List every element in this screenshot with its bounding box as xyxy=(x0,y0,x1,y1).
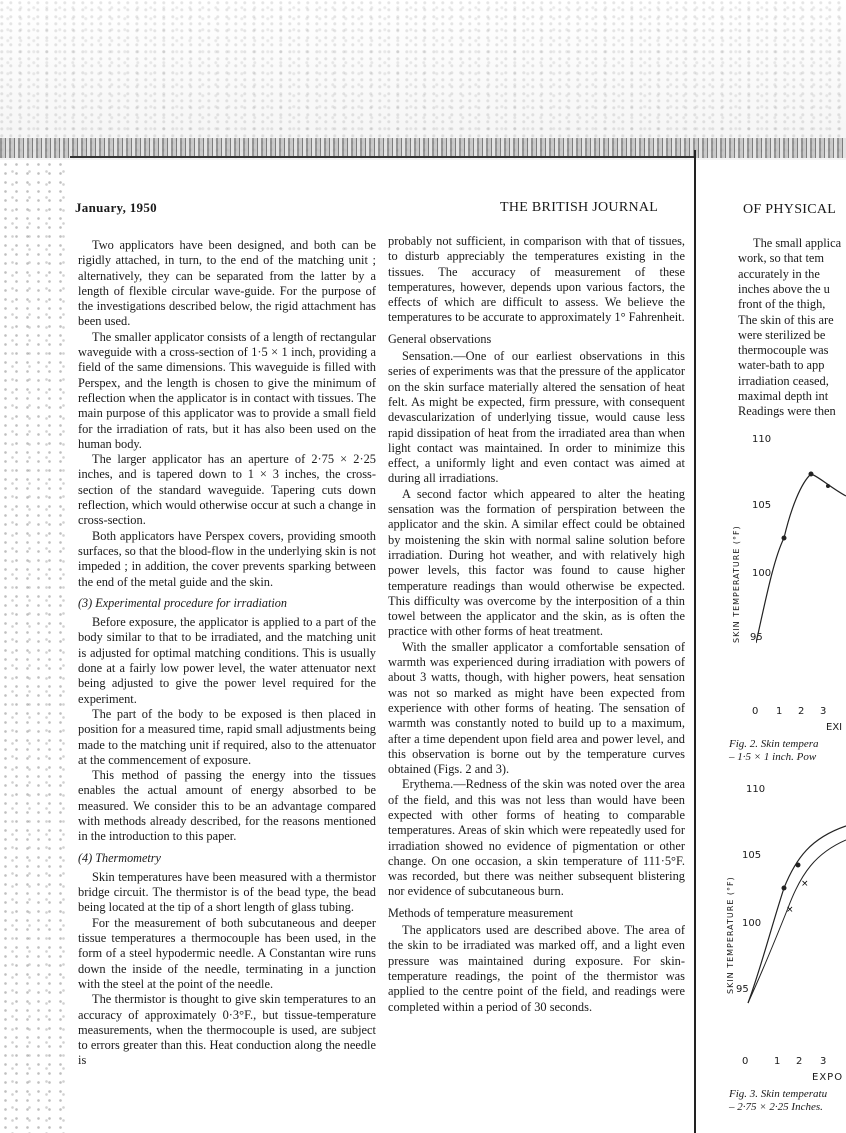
facing-line: were sterilized be xyxy=(738,327,826,342)
facing-line: maximal depth int xyxy=(738,389,829,403)
fig3-ytick: 100 xyxy=(742,918,762,929)
right-paragraph: Erythema.—Redness of the skin was noted over the area of the field, and this was not less than would have been expected with other forms of heating to comparable temperatures. Areas of skin which were repeatedly used for irradiation showed no evidence of pigmentation or other change. On one occasion, a skin temperature of 111·5°F. was recorded, but there was neither subsequent blistering nor evidence of subcutaneous burn. xyxy=(388,777,685,899)
fig3-xlabel: EXPO xyxy=(812,1072,844,1083)
fig2-caption: Fig. 2. Skin tempera xyxy=(729,738,819,750)
facing-line: irradiation ceased, xyxy=(738,373,829,388)
left-heading: (3) Experimental procedure for irradiation xyxy=(78,595,287,610)
left-paragraph: Two applicators have been designed, and both can be rigidly attached, in turn, to the end of the matching unit ; alternatively, they can be separated from the latter by a length of flexible circular wave-guide. For the purpose of the investigations described below, the rigid attachment has been used. xyxy=(78,238,376,329)
left-paragraph: The smaller applicator consists of a length of rectangular waveguide with a cross-section of 1·5 × 1 inch, providing a field of the same dimensions. This waveguide is filled with Perspex, and the length is chosen to give the minimum of reflection when the applicator is in contact with tissues. The main purpose of this applicator was to provide a small field for the irradiation of rats, but it has also been used on the human body. xyxy=(78,329,376,451)
scan-speckle-left xyxy=(0,160,70,1133)
facing-page xyxy=(696,158,846,1133)
fig3-plot xyxy=(746,818,846,1008)
facing-line: thermocouple was xyxy=(738,343,829,358)
header-journal: THE BRITISH JOURNAL xyxy=(500,200,659,215)
right-paragraph: probably not sufficient, in comparison with that of tissues, to disturb appreciably the temperatures existing in the tissues. The accuracy of measurement of these temperatures, however, depends upon various factors, the effects of which are difficult to assess. We believe the temperatures to be accurate to approximately 1° Fahrenheit. xyxy=(388,234,685,325)
left-paragraph: Both applicators have Perspex covers, providing smooth surfaces, so that the blood-flow in the underlying skin is not impeded ; in addition, the cover prevents sparking between the end of the metal guide and the skin. xyxy=(78,528,376,589)
page-border-top xyxy=(70,156,696,158)
fig3-ytick: 105 xyxy=(742,850,762,861)
fig2-ytick: 95 xyxy=(750,632,763,643)
facing-line: front of the thigh, xyxy=(738,297,826,312)
left-paragraph: Skin temperatures have been measured with a thermistor bridge circuit. The thermistor is of the bead type, the bead being located at the tip of a short length of glass tubing. xyxy=(78,869,376,915)
fig3-xtick: 1 xyxy=(774,1056,781,1067)
left-paragraph: The larger applicator has an aperture of 2·75 × 2·25 inches, and is tapered down to 1 × 3 inches, the cross-section of the standard waveguide. Tapering cuts down reflection, which would otherwise occur at such a change in cross-section. xyxy=(78,452,376,528)
fig3-caption: – 2·75 × 2·25 Inches. xyxy=(729,1101,823,1113)
facing-line: Readings were then xyxy=(738,404,836,419)
left-paragraph: Before exposure, the applicator is applied to a part of the body similar to that to be irradiated, and the matching unit is adjusted for optimal matching conditions. This is usually done at a fairly low power level, the water attenuator next being adjusted to give the power level required for the experiment. xyxy=(78,615,376,706)
facing-line: The skin of this are xyxy=(738,312,834,327)
right-paragraph: With the smaller applicator a comfortable sensation of warmth was experienced during irradiation with powers of about 3 watts, though, with higher powers, heat sensation was not so marked as might have been expected from experience with other forms of heating. The sensation of warmth was constantly noted to build up to a maximum, after a time dependent upon field area and power level, and this observation is borne out by the temperature curves obtained (Figs. 2 and 3). xyxy=(388,639,685,777)
right-column xyxy=(388,234,685,1015)
facing-line: work, so that tem xyxy=(738,251,825,266)
right-paragraph: A second factor which appeared to alter the heating sensation was the formation of perspiration between the applicator and the skin. A similar effect could be obtained by moistening the skin with normal saline solution before irradiation. During hot weather, and with relatively high power levels, this factor was found to cause higher temperature readings than would otherwise be expected. This difficulty was overcome by the interposition of a thin towel between the applicator and the skin, as is often the practice with other forms of heat treatment. xyxy=(388,486,685,639)
fig2-ytick: 105 xyxy=(752,500,772,511)
fig3-caption: Fig. 3. Skin temperatu xyxy=(729,1088,828,1100)
torn-edge xyxy=(0,138,846,158)
fig3-xtick: 2 xyxy=(796,1056,803,1067)
facing-header: OF PHYSICAL xyxy=(743,202,837,217)
fig3-ytick: 95 xyxy=(736,984,749,995)
facing-line: inches above the u xyxy=(738,281,830,296)
fig2-xtick: 3 xyxy=(820,706,827,717)
fig3-ytick: 110 xyxy=(746,784,766,795)
fig3-xtick: 0 xyxy=(742,1056,749,1067)
header-date: January, 1950 xyxy=(75,200,157,215)
facing-line: The small applica xyxy=(753,236,842,250)
fig2-caption: – 1·5 × 1 inch. Pow xyxy=(729,751,817,763)
svg-text:×: × xyxy=(801,879,809,889)
left-paragraph: The thermistor is thought to give skin temperatures to an accuracy of approximately 0·3°F., but tissue-temperature measurements, when the thermocouple is used, are subject to errors greater than this. Heat conduction along the needle is xyxy=(78,992,376,1068)
svg-text:×: × xyxy=(786,905,794,915)
right-heading: General observations xyxy=(388,331,492,346)
fig2-ytick: 100 xyxy=(752,568,772,579)
fig2-xtick: 0 xyxy=(752,706,759,717)
fig2-xlabel: EXI xyxy=(826,722,843,733)
right-paragraph: Sensation.—One of our earliest observations in this series of experiments was that the pressure of the applicator on the skin surface materially altered the sensation of heat felt. As might be expected, firm pressure, with consequent devascularization of underlying tissue, would cause less rapid dissipation of heat from the irradiated area than when light contact was maintained. In order to minimize this effect, a uniformly light and even contact was aimed at during all irradiations. xyxy=(388,349,685,486)
fig2-xtick: 2 xyxy=(798,706,805,717)
fig3-ylabel: SKIN TEMPERATURE (°F) xyxy=(726,876,735,994)
left-column xyxy=(78,238,376,1069)
facing-line: accurately in the xyxy=(738,266,820,281)
fig2-ytick: 110 xyxy=(752,434,772,445)
fig3-xtick: 3 xyxy=(820,1056,827,1067)
left-paragraph: The part of the body to be exposed is then placed in position for a measured time, rapid small adjustments being made to the matching unit if required, also to the attenuator at the commencement of exposure. xyxy=(78,706,376,767)
right-heading: Methods of temperature measurement xyxy=(388,905,574,920)
fig2-plot xyxy=(756,448,846,648)
fig2-ylabel: SKIN TEMPERATURE (°F) xyxy=(732,525,741,643)
left-heading: (4) Thermometry xyxy=(78,850,161,865)
facing-line: water-bath to app xyxy=(738,358,825,373)
left-paragraph: This method of passing the energy into the tissues enables the actual amount of energy absorbed to be measured. We consider this to be an advantage compared with methods already described, for the reasons mentioned in the introduction to this paper. xyxy=(78,768,376,844)
scan-background-top xyxy=(0,0,846,160)
right-paragraph: The applicators used are described above. The area of the skin to be irradiated was marked off, and a light even pressure was maintained during exposure. For skin-temperature readings, the point of the thermistor was applied to the centre point of the field, and readings were completed within a period of 30 seconds. xyxy=(388,923,685,1014)
left-paragraph: For the measurement of both subcutaneous and deeper tissue temperatures a thermocouple has been used, in the form of a steel hypodermic needle. A Constantan wire runs down the inside of the needle, terminating in a junction with the steel at the point of the needle. xyxy=(78,915,376,991)
fig2-xtick: 1 xyxy=(776,706,783,717)
